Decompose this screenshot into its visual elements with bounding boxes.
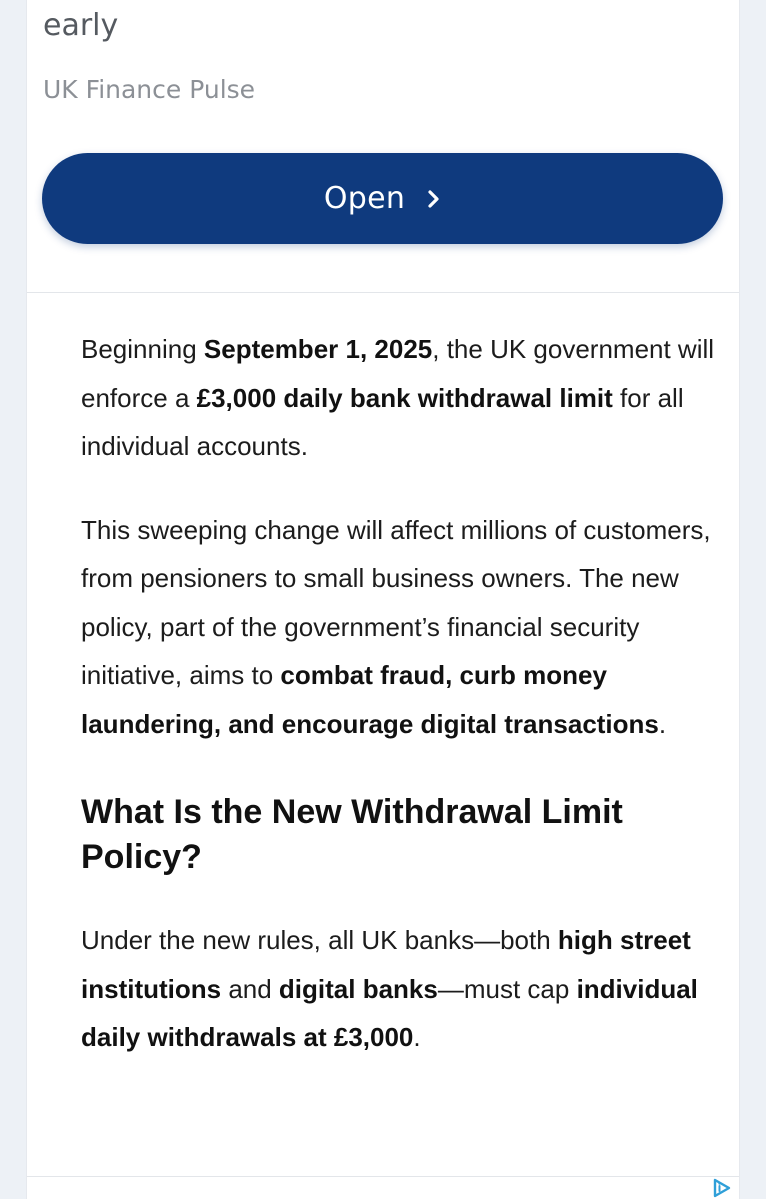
adchoices-icon[interactable] (711, 1178, 733, 1198)
sponsored-source: UK Finance Pulse (43, 75, 256, 104)
section-heading: What Is the New Withdrawal Limit Policy? (81, 793, 623, 876)
paragraph-intro (81, 325, 721, 471)
emphasis-text: September 1, 2025 (203, 334, 433, 364)
emphasis-text: £3,000 daily bank withdrawal limit (196, 382, 613, 413)
open-button[interactable] (42, 153, 723, 244)
article-body (81, 325, 721, 1062)
sponsored-card[interactable] (27, 0, 739, 293)
sponsored-title[interactable]: early (43, 8, 119, 43)
emphasis-text: individual daily withdrawals at £3,000 (81, 973, 698, 1052)
body-text: . (413, 1022, 421, 1052)
body-text: and (221, 973, 279, 1004)
chevron-right-icon (427, 189, 441, 209)
emphasis-text: combat fraud, curb money laundering, and encourage digital transactions (81, 660, 659, 739)
body-text: Beginning (81, 334, 204, 364)
article-page (27, 0, 739, 1199)
body-text: for all individual accounts. (81, 382, 684, 461)
paragraph-rules (81, 916, 721, 1062)
body-text: . (658, 708, 667, 739)
emphasis-text: digital banks (278, 973, 438, 1004)
body-text: Under the new rules, all UK banks—both (81, 925, 558, 955)
emphasis-text: high street institutions (81, 925, 691, 1004)
body-text: —must cap (437, 973, 577, 1004)
body-text: , the UK government will enforce a (81, 334, 715, 413)
paragraph-impact (81, 506, 721, 749)
open-button-label: Open (323, 181, 406, 216)
divider (27, 1176, 739, 1177)
body-text: This sweeping change will affect millions of customers, from pensioners to small business owners. The new policy, part of the government’s financial security initiative, aims to (81, 514, 711, 690)
